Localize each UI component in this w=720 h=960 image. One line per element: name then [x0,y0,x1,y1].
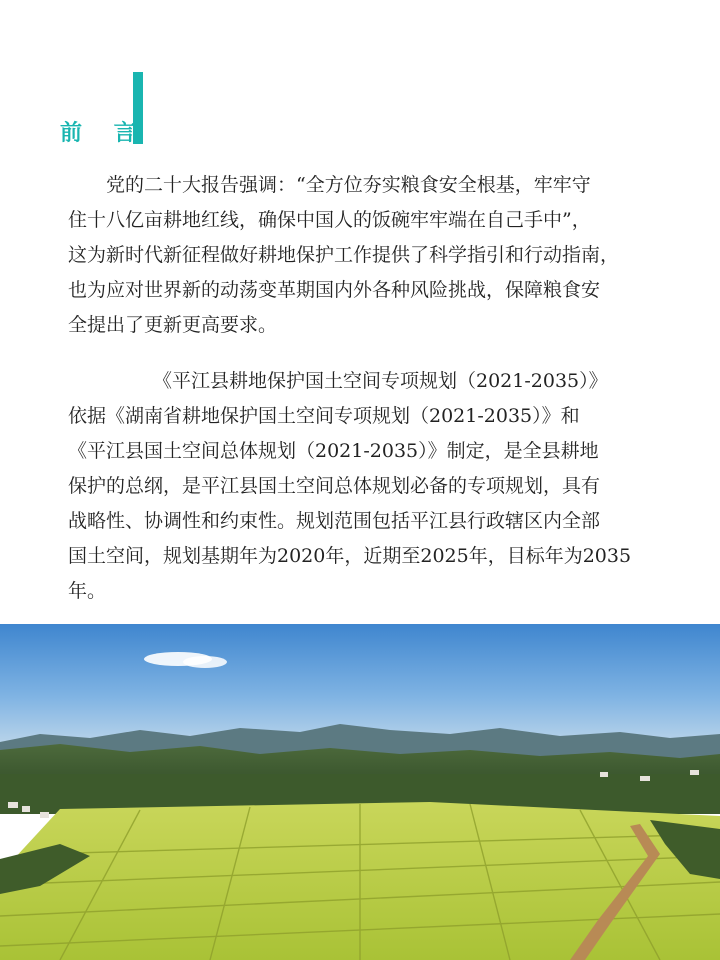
farmland-landscape-photo [0,624,720,960]
intro-paragraph [68,168,684,343]
paragraph-line: 这为新时代新征程做好耕地保护工作提供了科学指引和行动指南， [68,244,620,266]
paragraph-line: 《平江县国土空间总体规划（2021-2035）》制定，是全县耕地 [68,440,599,462]
paragraph-line: 年。 [68,580,107,602]
paragraph-line: 《平江县耕地保护国土空间专项规划（2021-2035）》 [153,370,608,392]
paragraph-line: 战略性、协调性和约束性。规划范围包括平江县行政辖区内全部 [68,510,601,532]
paragraph-line: 依据《湖南省耕地保护国土空间专项规划（2021-2035）》和 [68,405,580,427]
paragraph-line: 住十八亿亩耕地红线，确保中国人的饭碗牢牢端在自己手中”， [68,209,591,231]
paragraph-line: 全提出了更新更高要求。 [68,314,278,336]
paragraph-line: 国土空间，规划基期年为2020年，近期至2025年，目标年为2035 [68,545,632,567]
paragraph-line: 保护的总纲，是平江县国土空间总体规划必备的专项规划，具有 [68,475,601,497]
paragraph-line: 党的二十大报告强调：“全方位夯实粮食安全根基，牢牢守 [106,174,591,196]
page-heading: 前 言 [60,121,148,146]
sky [0,624,720,744]
plan-description-paragraph [68,364,684,609]
paragraph-line: 也为应对世界新的动荡变革期国内外各种风险挑战，保障粮食安 [68,279,601,301]
